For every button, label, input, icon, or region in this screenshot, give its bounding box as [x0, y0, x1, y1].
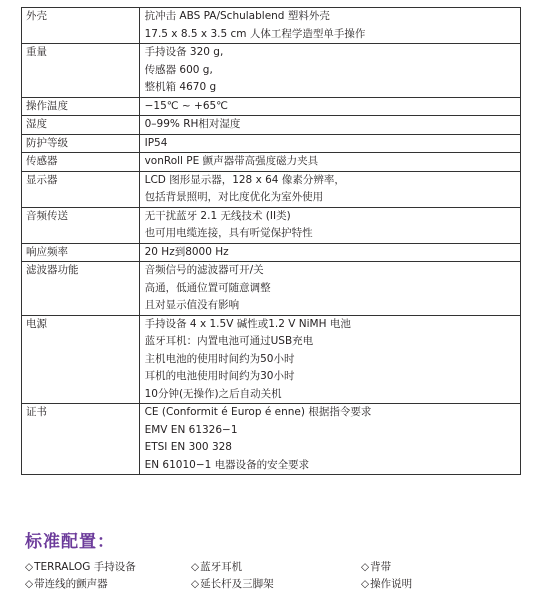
spec-row — [22, 404, 521, 475]
config-item-label: TERRALOG 手持设备 — [34, 561, 136, 573]
spec-value — [139, 134, 520, 153]
spec-row — [22, 134, 521, 153]
spec-value — [139, 207, 520, 243]
config-item-strap — [361, 559, 391, 576]
spec-row — [22, 116, 521, 135]
spec-value-line: 且对显示值没有影响 — [144, 299, 240, 311]
spec-label: 操作温度 — [22, 97, 140, 116]
specifications-table-body — [22, 8, 521, 475]
spec-value-line: EMV EN 61326−1 — [144, 423, 238, 436]
spec-value — [139, 262, 520, 316]
spec-value — [139, 44, 520, 98]
spec-value-line: ETSI EN 300 328 — [144, 441, 232, 453]
spec-row — [22, 8, 521, 44]
spec-label: 滤波器功能 — [22, 262, 140, 316]
diamond-bullet-icon: ◇ — [361, 561, 370, 573]
spec-value-line: 蓝牙耳机：内置电池可通过USB充电 — [144, 335, 314, 347]
spec-row — [22, 153, 521, 172]
spec-value — [139, 171, 520, 207]
spec-value-line: 无干扰蓝牙 2.1 无线技术 (II类) — [144, 209, 291, 222]
spec-value-line: 17.5 x 8.5 x 3.5 cm 人体工程学造型单手操作 — [144, 27, 366, 40]
spec-label: 防护等级 — [22, 134, 140, 153]
spec-label: 重量 — [22, 44, 140, 98]
spec-label: 外壳 — [22, 8, 140, 44]
config-item-handheld-device — [25, 559, 136, 576]
spec-value-line: 0–99% RH相对湿度 — [144, 118, 241, 130]
config-item-label: 带连线的颤声器 — [34, 578, 108, 590]
spec-value — [139, 8, 520, 44]
spec-value — [139, 404, 520, 475]
config-item-manual — [361, 576, 412, 593]
spec-label: 显示器 — [22, 171, 140, 207]
config-item-label: 背带 — [370, 561, 392, 573]
spec-value-line: IP54 — [144, 136, 168, 149]
spec-value-line: 主机电池的使用时间约为50小时 — [144, 352, 295, 365]
diamond-bullet-icon: ◇ — [191, 578, 200, 590]
spec-row — [22, 207, 521, 243]
spec-value — [139, 315, 520, 404]
spec-value-line: 传感器 600 g, — [144, 63, 213, 76]
spec-value-line: 高通，低通位置可随意调整 — [144, 281, 271, 294]
spec-value-line: EN 61010−1 电器设备的安全要求 — [144, 458, 310, 471]
spec-row — [22, 243, 521, 262]
spec-row — [22, 315, 521, 404]
spec-label: 证书 — [22, 404, 140, 475]
spec-value — [139, 116, 520, 135]
spec-value-line: vonRoll PE 颤声器带高强度磁力夹具 — [144, 155, 319, 167]
spec-label: 传感器 — [22, 153, 140, 172]
spec-value-line: CE (Conformit é Europ é enne) 根据指令要求 — [144, 406, 372, 418]
config-item-wired-sensor — [25, 576, 108, 593]
spec-value-line: 20 Hz到8000 Hz — [144, 245, 229, 258]
spec-value — [139, 243, 520, 262]
spec-row — [22, 97, 521, 116]
spec-row — [22, 171, 521, 207]
spec-label: 电源 — [22, 315, 140, 404]
spec-row — [22, 262, 521, 316]
spec-value-line: 手持设备 4 x 1.5V 碱性或1.2 V NiMH 电池 — [144, 317, 351, 330]
diamond-bullet-icon: ◇ — [25, 578, 34, 590]
spec-row — [22, 44, 521, 98]
spec-value-line: 耳机的电池使用时间约为30小时 — [144, 370, 295, 382]
spec-value-line: −15℃ ~ +65℃ — [144, 99, 228, 112]
spec-label: 响应频率 — [22, 243, 140, 262]
spec-value-line: 10分钟(无操作)之后自动关机 — [144, 387, 282, 400]
config-item-label: 操作说明 — [370, 578, 413, 590]
standard-config-title: 标准配置： — [25, 532, 115, 552]
spec-label: 音频传送 — [22, 207, 140, 243]
spec-value-line: 手持设备 320 g, — [144, 46, 224, 58]
diamond-bullet-icon: ◇ — [191, 561, 200, 573]
spec-value-line: 音频信号的滤波器可开/关 — [144, 264, 264, 276]
diamond-bullet-icon: ◇ — [25, 561, 34, 573]
spec-value-line: 包括背景照明，对比度优化为室外使用 — [144, 191, 324, 203]
spec-label: 湿度 — [22, 116, 140, 135]
diamond-bullet-icon: ◇ — [361, 578, 370, 590]
spec-value — [139, 97, 520, 116]
config-item-extension-rod-tripod — [191, 576, 274, 593]
spec-value — [139, 153, 520, 172]
spec-value-line: 抗冲击 ABS PA/Schulablend 塑料外壳 — [144, 10, 330, 22]
config-item-label: 延长杆及三脚架 — [200, 578, 274, 590]
spec-value-line: 整机箱 4670 g — [144, 81, 217, 93]
spec-value-line: 也可用电缆连接，具有听觉保护特性 — [144, 227, 313, 239]
config-item-bluetooth-headset — [191, 559, 242, 576]
config-item-label: 蓝牙耳机 — [200, 561, 243, 573]
spec-value-line: LCD 图形显示器，128 x 64 像素分辨率， — [144, 173, 345, 186]
specifications-table — [21, 7, 521, 475]
